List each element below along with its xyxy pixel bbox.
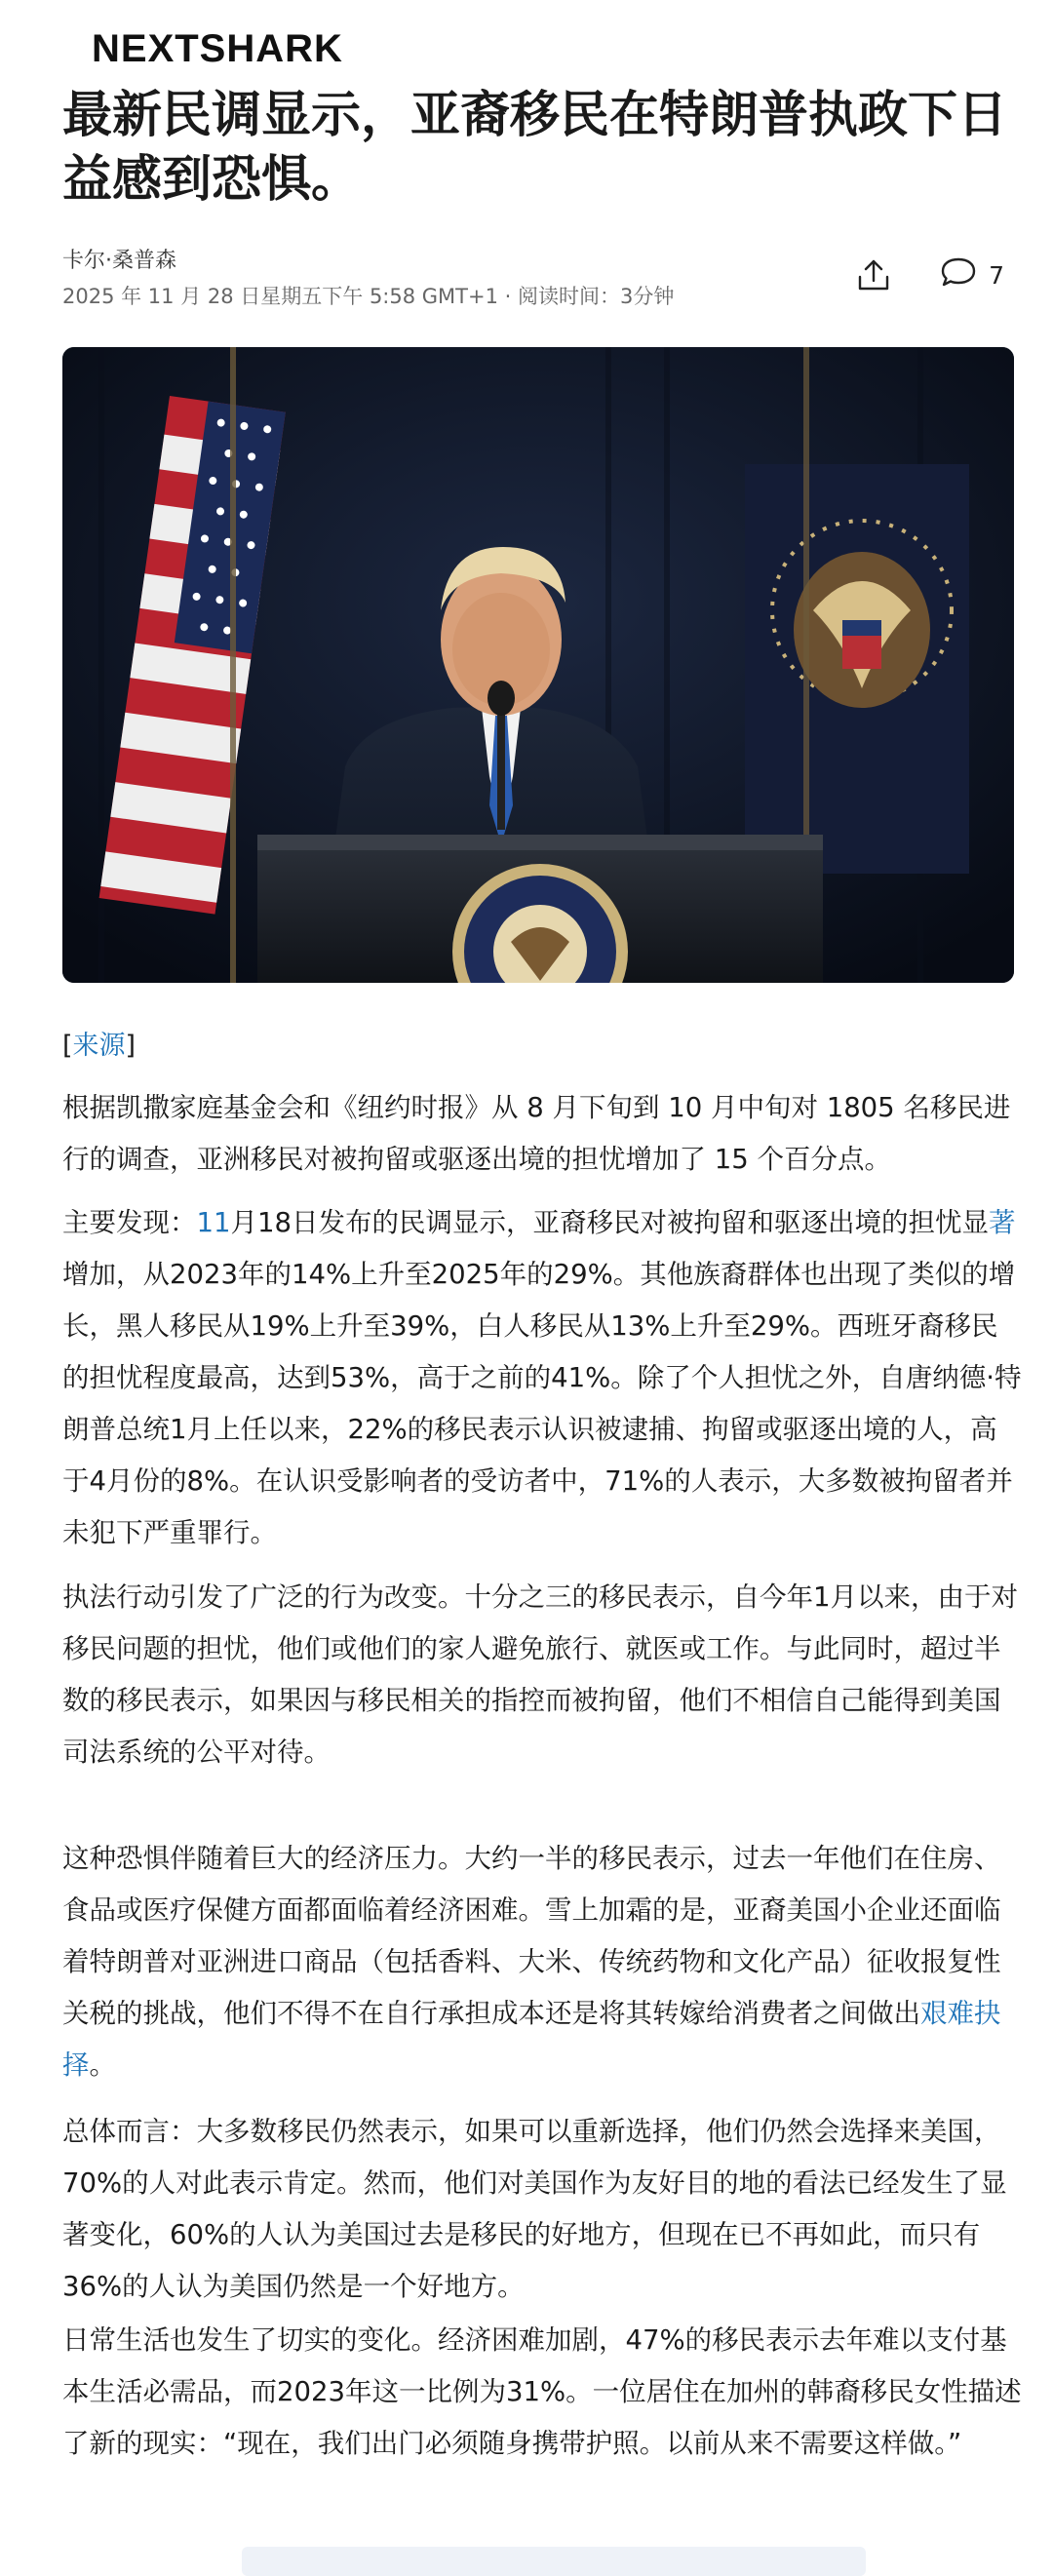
- paragraph-4-link[interactable]: 艰难抉择: [62, 1998, 1001, 2081]
- paragraph-1: 根据凯撒家庭基金会和《纽约时报》从 8 月下旬到 10 月中旬对 1805 名移民进行的调查，亚洲移民对被拘留或驱逐出境的担忧增加了 15 个百分点。: [62, 1092, 1011, 1175]
- paragraph-2: [62, 1197, 1022, 1559]
- paragraph-2-text-b: 增加，从2023年的14%上升至2025年的29%。其他族裔群体也出现了类似的增长，黑人移民从19%上升至39%，白人移民从13%上升至29%。西班牙裔移民的担忧程度最高，达到53%，高于之前的41%。除了个人担忧之外，自唐纳德·特朗普总统1月上任以来，22%的移民表示认识被逮捕、拘留或驱逐出境的人，高于4月份的8%。在认识受影响者的受访者中，71%的人表示，大多数被拘留者并未犯下严重罪行。: [62, 1259, 1022, 1548]
- paragraph-3: 执法行动引发了广泛的行为改变。十分之三的移民表示，自今年1月以来，由于对移民问题的担忧，他们或他们的家人避免旅行、就医或工作。与此同时，超过半数的移民表示，如果因与移民相关的指控而被拘留，他们不相信自己能得到美国司法系统的公平对待。: [62, 1581, 1018, 1768]
- paragraph-2-text-a: 月18日发布的民调显示，亚裔移民对被拘留和驱逐出境的担忧显: [230, 1207, 989, 1238]
- source-bracket-close: ]: [125, 1031, 136, 1061]
- paragraph-2-link-zhu[interactable]: 著: [989, 1207, 1016, 1238]
- paragraph-4-end: 。: [89, 2049, 116, 2081]
- article-actions: [854, 255, 1004, 294]
- bottom-scroll-hint: [242, 2547, 866, 2576]
- comments-button[interactable]: [940, 255, 1004, 294]
- podium: [257, 835, 823, 983]
- source-bracket-open: [: [62, 1031, 73, 1061]
- article-meta: 2025 年 11 月 28 日星期五下午 5:58 GMT+1 · 阅读时间：3分钟: [62, 285, 675, 308]
- share-icon[interactable]: [854, 255, 893, 294]
- paragraph-6: 日常生活也发生了切实的变化。经济困难加剧，47%的移民表示去年难以支付基本生活必需品，而2023年这一比例为31%。一位居住在加州的韩裔移民女性描述了新的现实：“现在，我们出门必须随身携带护照。以前从来不需要这样做。”: [62, 2324, 1022, 2459]
- paragraph-2-link-date[interactable]: 11: [196, 1207, 231, 1238]
- comment-count: 7: [989, 260, 1004, 290]
- presidential-flag: [745, 464, 969, 874]
- nextshark-logo[interactable]: [62, 26, 343, 70]
- paragraph-4-text: 这种恐惧伴随着巨大的经济压力。大约一半的移民表示，过去一年他们在住房、食品或医疗保健方面都面临着经济困难。雪上加霜的是，亚裔美国小企业还面临着特朗普对亚洲进口商品（包括香料、大米、传统药物和文化产品）征收报复性关税的挑战，他们不得不在自行承担成本还是将其转嫁给消费者之间做出: [62, 1843, 1001, 2029]
- logo-wordmark: NEXTSHARK: [62, 27, 343, 71]
- hero-photo[interactable]: [62, 347, 1014, 983]
- paragraph-2-lead: 主要发现：: [62, 1207, 197, 1238]
- paragraph-5: 总体而言：大多数移民仍然表示，如果可以重新选择，他们仍然会选择来美国，70%的人对此表示肯定。然而，他们对美国作为友好目的地的看法已经发生了显著变化，60%的人认为美国过去是移民的好地方，但现在已不再如此，而只有36%的人认为美国仍然是一个好地方。: [62, 2116, 1007, 2302]
- author-name[interactable]: 卡尔·桑普森: [62, 249, 176, 273]
- comment-bubble-icon: [940, 255, 977, 294]
- source-link-line: [62, 1024, 136, 1062]
- source-link[interactable]: 来源: [72, 1031, 126, 1061]
- article-headline: 最新民调显示，亚裔移民在特朗普执政下日益感到恐惧。: [62, 87, 1008, 209]
- paragraph-4: [62, 1833, 1022, 2091]
